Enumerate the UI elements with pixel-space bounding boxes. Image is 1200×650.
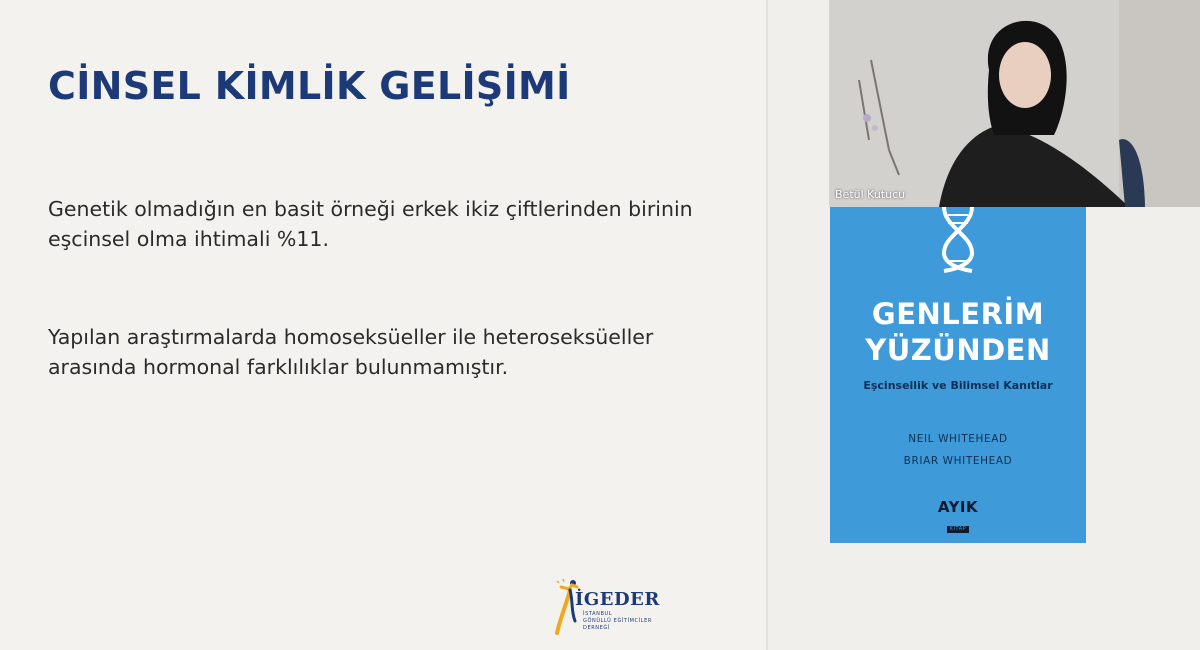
publisher-subtitle: KİTAP	[947, 526, 970, 533]
slide-paragraph-hormones: Yapılan araştırmalarda homoseksüeller ile heteroseksüeller arasında hormonal farklılıklar bulunmamıştır.	[48, 325, 654, 379]
participant-video-feed	[829, 0, 1200, 207]
book-title-line-2: YÜZÜNDEN	[865, 333, 1051, 367]
logo-subtitle-2: GÖNÜLLÜ EĞİTİMCİLER	[583, 618, 652, 624]
book-author-2: BRIAR WHITEHEAD	[903, 455, 1013, 467]
logo-name: İGEDER	[575, 589, 660, 610]
slide-paragraph-genetics: Genetik olmadığın en basit örneği erkek ikiz çiftlerinden birinin eşcinsel olma ihtimali %11.	[48, 197, 693, 251]
participant-video-tile[interactable]	[829, 0, 1200, 207]
publisher-name: AYIK	[937, 498, 979, 516]
book-title-line-1: GENLERİM	[871, 297, 1045, 331]
dna-icon	[934, 207, 982, 273]
logo-subtitle-3: DERNEĞİ	[583, 625, 610, 631]
book-author-1: NEIL WHITEHEAD	[908, 433, 1008, 445]
slide-title: CİNSEL KİMLİK GELİŞİMİ	[48, 64, 571, 108]
book-subtitle: Eşcinsellik ve Bilimsel Kanıtlar	[863, 379, 1053, 392]
logo-subtitle-1: İSTANBUL	[583, 611, 613, 617]
igeder-logo	[555, 577, 660, 637]
publisher-logo	[936, 498, 980, 532]
book-cover-image	[830, 207, 1086, 543]
participant-name-label: Betül Kutucu	[835, 188, 906, 201]
